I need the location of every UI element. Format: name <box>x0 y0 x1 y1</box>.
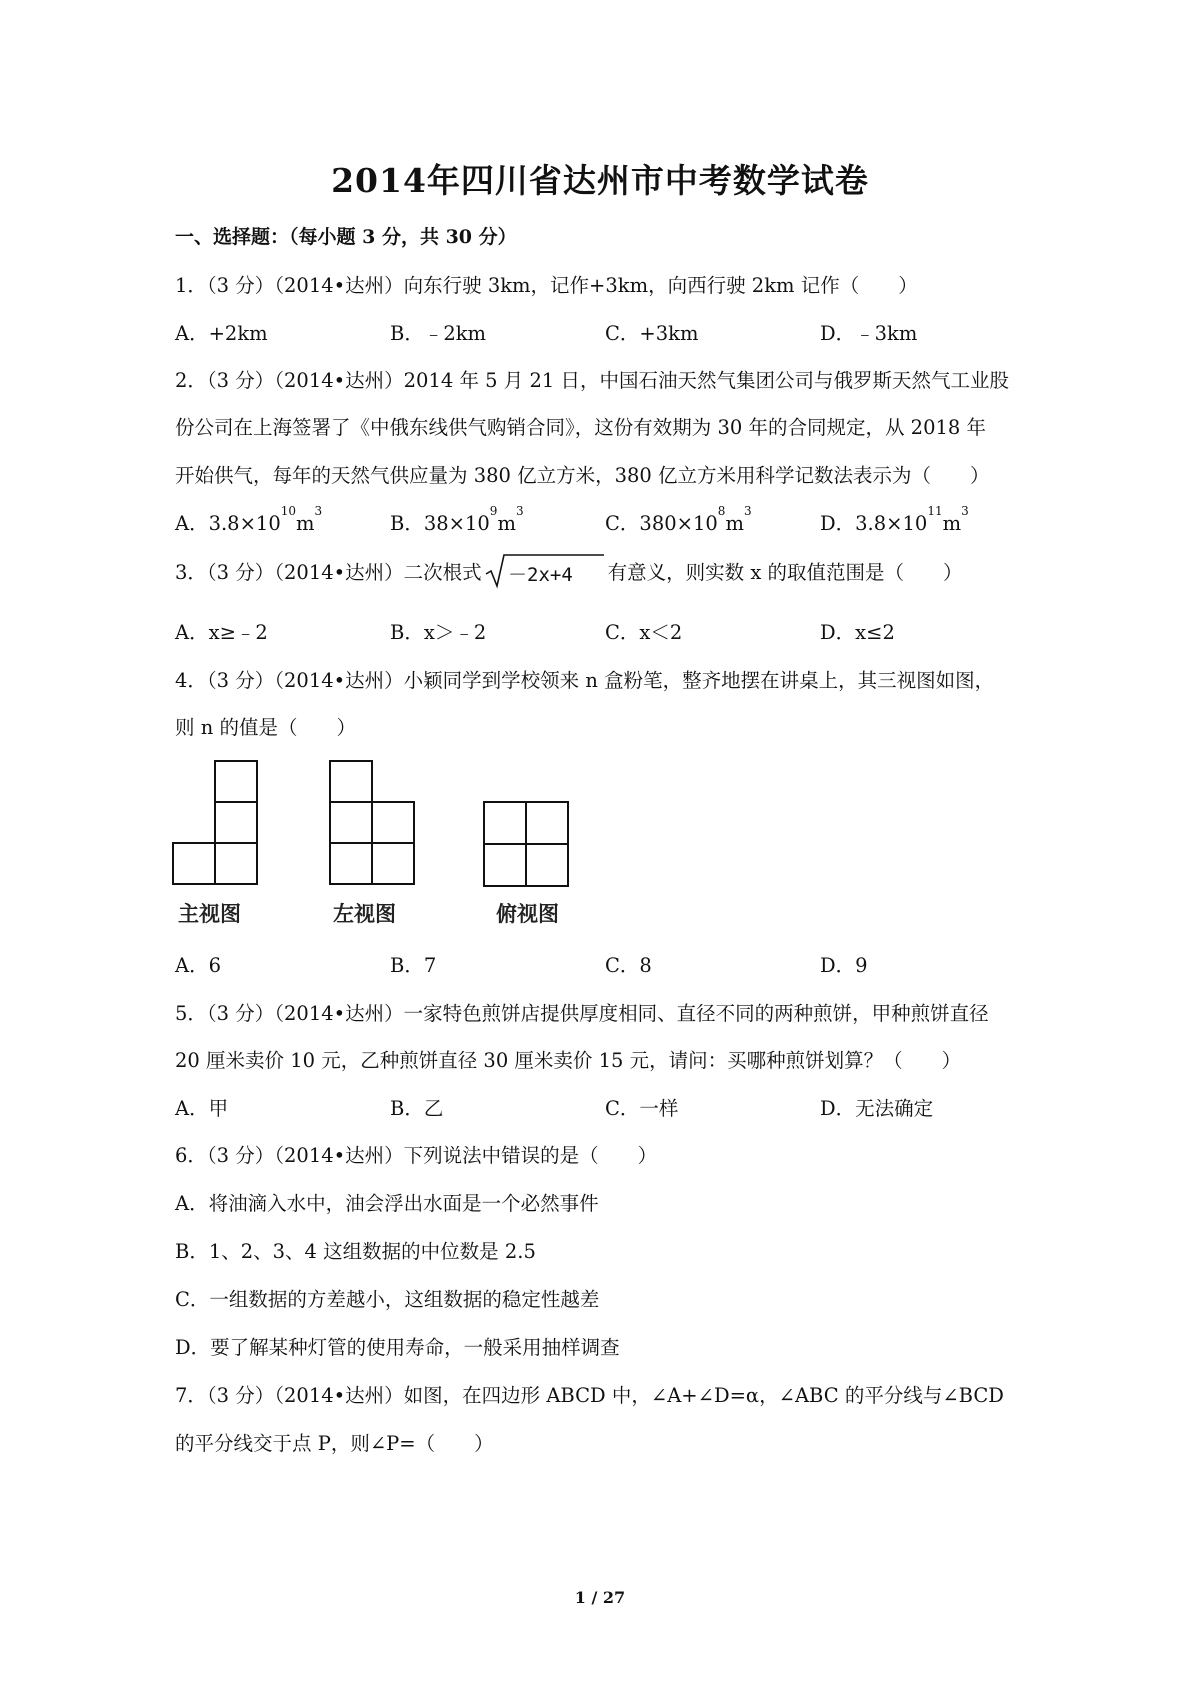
q2-option-b: B．$38\times 10^9m^3$ <box>390 504 524 535</box>
question-2-line-3: 开始供气，每年的天然气供应量为 380 亿立方米，380 亿立方米用科学记数法表示为（ ） <box>175 464 990 487</box>
q2-option-c: C．$380\times 10^8m^3$ <box>605 504 752 535</box>
q4-option-c: C．8 <box>605 954 652 977</box>
q4-option-a: A．6 <box>175 954 221 977</box>
page-number: 1 / 27 <box>574 1588 626 1607</box>
top-view-caption: 俯视图 <box>496 902 559 926</box>
svg-text:－2x+4: －2x+4 <box>507 564 573 586</box>
question-4-line-1: 4．（3 分）（2014•达州）小颖同学到学校领来 n 盒粉笔，整齐地摆在讲桌上，其三视图如图， <box>175 669 995 692</box>
q4-option-d: D．9 <box>820 954 868 977</box>
question-2-line-2: 份公司在上海签署了《中俄东线供气购销合同》，这份有效期为 30 年的合同规定，从 2018 年 <box>175 416 986 439</box>
q6-option-c: C．一组数据的方差越小，这组数据的稳定性越差 <box>175 1288 600 1311</box>
q4-option-b: B．7 <box>390 954 437 977</box>
question-1-text: 1．（3 分）（2014•达州）向东行驶 3km，记作+3km，向西行驶 2km 记作（ ） <box>175 274 918 297</box>
q3-option-a: A．x≥﹣2 <box>175 621 268 644</box>
q3-option-c: C．x＜2 <box>605 621 683 644</box>
q1-option-a: A．+2km <box>175 322 268 345</box>
q2-option-a: A．$3.8\times 10^{10}m^3$ <box>175 504 323 535</box>
q2-option-d: D．$3.8\times 10^{11}m^3$ <box>820 504 969 535</box>
left-view-figure <box>328 758 418 888</box>
question-5-line-2: 20 厘米卖价 10 元，乙种煎饼直径 30 厘米卖价 15 元，请问：买哪种煎饼划算？（ ） <box>175 1049 962 1072</box>
q5-option-d: D．无法确定 <box>820 1097 934 1120</box>
q1-option-c: C．+3km <box>605 322 699 345</box>
question-3-text: 3．（3 分）（2014•达州）二次根式 －2x+4 有意义，则实数 x 的取值范围是（ ） <box>175 552 963 595</box>
q6-option-a: A．将油滴入水中，油会浮出水面是一个必然事件 <box>175 1192 599 1215</box>
question-7-line-2: 的平分线交于点 P，则∠P=（ ） <box>175 1432 494 1455</box>
page-title: 2014年四川省达州市中考数学试卷 <box>331 161 869 200</box>
front-view-caption: 主视图 <box>178 902 241 926</box>
left-view-caption: 左视图 <box>333 902 396 926</box>
top-view-figure <box>482 800 572 890</box>
question-2-line-1: 2．（3 分）（2014•达州）2014 年 5 月 21 日，中国石油天然气集团公司与俄罗斯天然气工业股 <box>175 369 1009 392</box>
q5-option-b: B．乙 <box>390 1097 444 1120</box>
q3-option-b: B．x＞﹣2 <box>390 621 487 644</box>
q1-option-b: B．﹣2km <box>390 322 487 345</box>
q1-option-d: D．﹣3km <box>820 322 918 345</box>
front-view-figure <box>172 758 262 888</box>
q3-option-d: D．x≤2 <box>820 621 895 644</box>
question-4-line-2: 则 n 的值是（ ） <box>175 716 356 739</box>
section-heading: 一、选择题：（每小题 3 分，共 30 分） <box>175 226 517 248</box>
q5-option-a: A．甲 <box>175 1097 229 1120</box>
question-5-line-1: 5．（3 分）（2014•达州）一家特色煎饼店提供厚度相同、直径不同的两种煎饼，甲种煎饼直径 <box>175 1002 989 1025</box>
q5-option-c: C．一样 <box>605 1097 679 1120</box>
question-7-line-1: 7．（3 分）（2014•达州）如图，在四边形 ABCD 中，∠A+∠D=α，∠ABC 的平分线与∠BCD <box>175 1384 1004 1407</box>
square-root-expression <box>484 552 606 595</box>
q6-option-b: B．1、2、3、4 这组数据的中位数是 2.5 <box>175 1240 536 1263</box>
question-6-text: 6．（3 分）（2014•达州）下列说法中错误的是（ ） <box>175 1144 658 1167</box>
q6-option-d: D．要了解某种灯管的使用寿命，一般采用抽样调查 <box>175 1336 620 1359</box>
